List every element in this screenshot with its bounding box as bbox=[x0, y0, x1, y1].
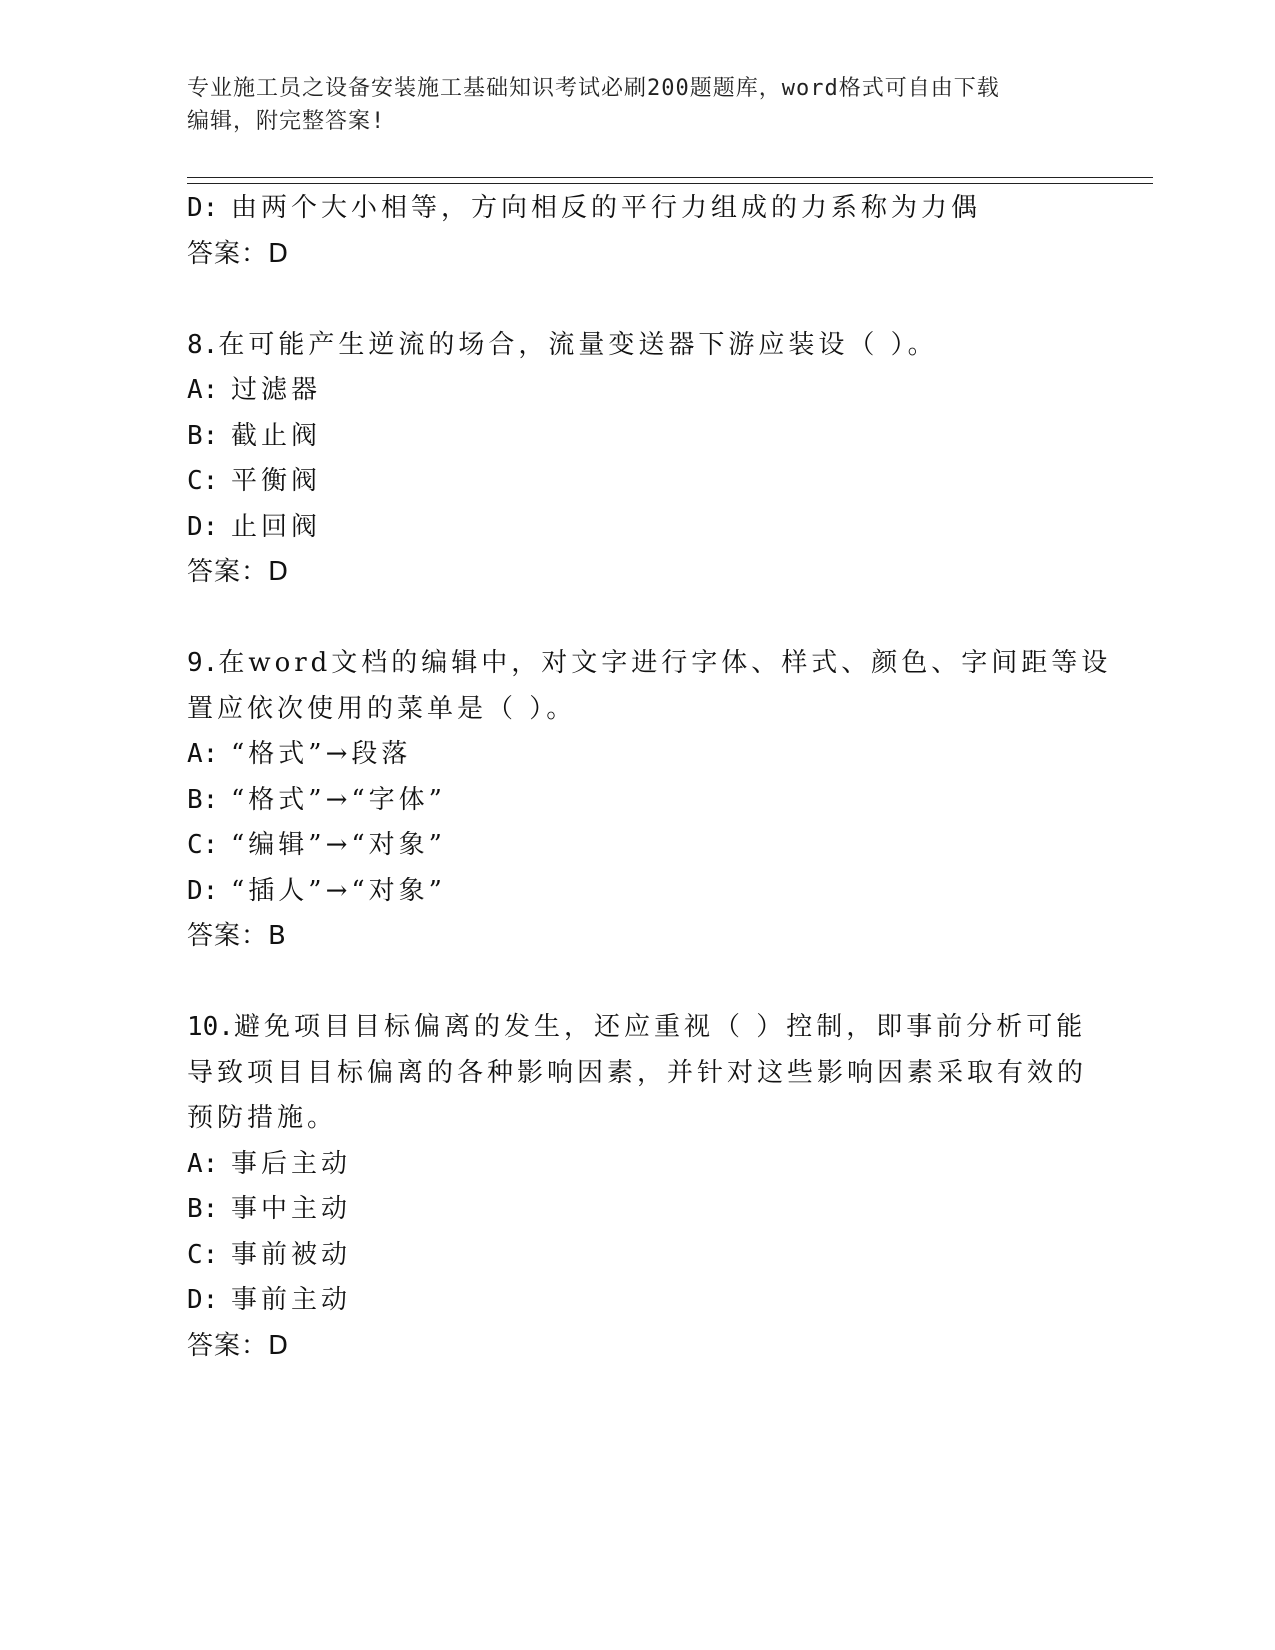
question-block-8 bbox=[187, 323, 1087, 596]
answer-line: 答案：D bbox=[187, 1330, 290, 1361]
question-line: 避免项目目标偏离的发生，还应重视（ ）控制，即事前分析可能 bbox=[233, 1012, 1087, 1042]
question-text bbox=[187, 1005, 1087, 1051]
question-line: 在word文档的编辑中，对文字进行字体、样式、颜色、字间距等设 bbox=[218, 648, 1112, 678]
answer-line: 答案：D bbox=[187, 238, 290, 269]
option-text: 平衡阀 bbox=[231, 466, 322, 496]
option-c bbox=[187, 459, 1087, 505]
spacer bbox=[187, 596, 1087, 642]
question-line: 在可能产生逆流的场合，流量变送器下游应装设（ ）。 bbox=[218, 329, 938, 360]
option-label: B: bbox=[187, 784, 219, 815]
option-d bbox=[187, 869, 1087, 915]
question-text-continued: 导致项目目标偏离的各种影响因素，并针对这些影响因素采取有效的 bbox=[187, 1057, 1088, 1088]
answer-line: 答案：B bbox=[187, 921, 287, 951]
option-label: B: bbox=[187, 1194, 219, 1224]
option-text: 由两个大小相等，方向相反的平行力组成的力系称为力偶 bbox=[231, 193, 982, 223]
option-label: C: bbox=[187, 1239, 219, 1270]
option-c bbox=[187, 823, 1087, 869]
option-label: D: bbox=[187, 875, 219, 906]
option-text: 截止阀 bbox=[231, 420, 322, 451]
option-text: “格式”→“字体” bbox=[231, 784, 446, 815]
question-text-continued: 置应依次使用的菜单是（ ）。 bbox=[187, 693, 577, 724]
header-divider-bottom bbox=[187, 183, 1153, 184]
question-number: 9. bbox=[187, 648, 219, 678]
option-text: 事中主动 bbox=[231, 1194, 352, 1224]
spacer bbox=[187, 277, 1087, 323]
option-a bbox=[187, 732, 1087, 778]
spacer bbox=[187, 960, 1087, 1006]
option-text: 止回阀 bbox=[231, 511, 322, 542]
option-b bbox=[187, 1187, 1087, 1233]
option-label: B: bbox=[187, 420, 219, 451]
option-text: “插人”→“对象” bbox=[231, 875, 446, 906]
question-block-10 bbox=[187, 1005, 1087, 1369]
document-header bbox=[187, 72, 1087, 138]
option-label: A: bbox=[187, 375, 219, 405]
option-text: 过滤器 bbox=[231, 375, 322, 405]
question-block-7 bbox=[187, 186, 1087, 277]
question-text bbox=[187, 323, 1087, 369]
option-text: “格式”→段落 bbox=[231, 739, 412, 769]
question-text bbox=[187, 641, 1112, 687]
option-label: D: bbox=[187, 193, 219, 223]
question-number: 8. bbox=[187, 329, 219, 360]
question-block-9 bbox=[187, 641, 1112, 960]
question-number: 10. bbox=[187, 1012, 234, 1042]
question-text-continued: 预防措施。 bbox=[187, 1103, 338, 1133]
option-label: C: bbox=[187, 466, 219, 496]
option-b bbox=[187, 778, 1087, 824]
question-list bbox=[187, 186, 1112, 1369]
option-a bbox=[187, 1142, 1087, 1188]
option-label: A: bbox=[187, 739, 219, 769]
option-b bbox=[187, 414, 1087, 460]
header-divider-top bbox=[187, 177, 1153, 178]
option-label: D: bbox=[187, 511, 219, 542]
option-d bbox=[187, 505, 1087, 551]
option-d bbox=[187, 186, 1087, 232]
header-line-1: 专业施工员之设备安装施工基础知识考试必刷200题题库，word格式可自由下载 bbox=[187, 76, 1000, 101]
option-text: “编辑”→“对象” bbox=[231, 830, 446, 860]
answer-line: 答案：D bbox=[187, 557, 290, 587]
option-text: 事前被动 bbox=[231, 1239, 352, 1270]
option-label: A: bbox=[187, 1148, 219, 1179]
option-label: C: bbox=[187, 830, 219, 860]
option-text: 事前主动 bbox=[231, 1285, 352, 1315]
option-label: D: bbox=[187, 1285, 219, 1315]
option-text: 事后主动 bbox=[231, 1148, 352, 1179]
option-a bbox=[187, 368, 1087, 414]
option-d bbox=[187, 1278, 1087, 1324]
header-line-2: 编辑，附完整答案! bbox=[187, 109, 386, 134]
option-c bbox=[187, 1233, 1087, 1279]
